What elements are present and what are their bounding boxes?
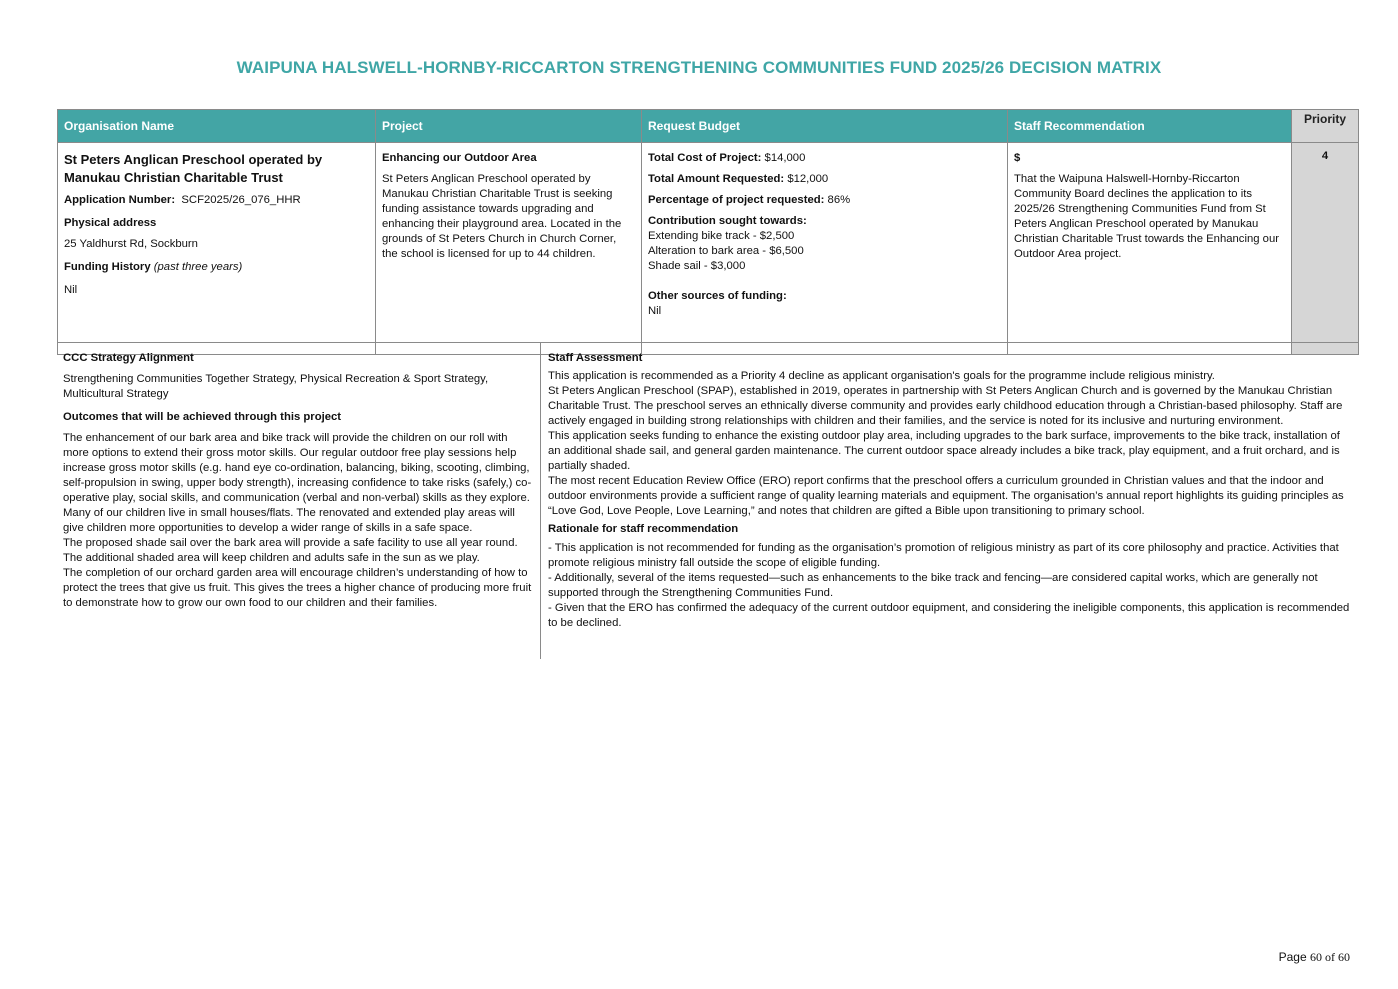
rationale-heading: Rationale for staff recommendation xyxy=(548,523,739,535)
percentage-requested-label: Percentage of project requested: xyxy=(648,194,825,206)
assessment-paragraph: This application is recommended as a Priority 4 decline as applicant organisation's goals for the programme include religious ministry. xyxy=(548,370,1215,382)
staff-recommendation-text: That the Waipuna Halswell-Hornby-Riccarton Community Board declines the application to its 2025/26 Strengthening Communities Fund from St Peters Anglican Preschool operated by Manukau Christian Charitable Trust towards the Enhancing our Outdoor Area project. xyxy=(1014,173,1279,260)
assessment-column xyxy=(542,343,1358,631)
physical-address-value: 25 Yaldhurst Rd, Sockburn xyxy=(64,238,198,250)
staff-assessment-heading: Staff Assessment xyxy=(548,352,643,364)
total-cost-label: Total Cost of Project: xyxy=(648,152,762,164)
application-number-value: SCF2025/26_076_HHR xyxy=(181,194,301,206)
other-funding-value: Nil xyxy=(648,305,662,317)
total-cost-value: $14,000 xyxy=(764,152,806,164)
assessment-section xyxy=(57,342,1358,659)
total-cost xyxy=(648,151,1001,166)
organisation-cell xyxy=(58,143,376,355)
page-number: 60 of 60 xyxy=(1310,950,1350,964)
strategy-text: Strengthening Communities Together Strategy, Physical Recreation & Sport Strategy, Multicultural Strategy xyxy=(63,373,489,400)
header-priority: Priority xyxy=(1292,110,1359,143)
staff-recommendation-cell xyxy=(1008,143,1292,355)
recommended-amount: $ xyxy=(1014,152,1021,164)
project-title: Enhancing our Outdoor Area xyxy=(382,152,537,164)
outcomes-heading: Outcomes that will be achieved through this project xyxy=(63,411,342,423)
assessment-paragraph: This application seeks funding to enhance the existing outdoor play area, including upgrades to the bark surface, improvements to the bike track, installation of an additional shade sail, and general garden maintenance. The current outdoor space already includes a bike track, play equipment, and a fruit orchard, and is partially shaded. xyxy=(548,430,1340,472)
application-number xyxy=(64,193,369,208)
header-organisation-name: Organisation Name xyxy=(58,110,376,143)
amount-requested-label: Total Amount Requested: xyxy=(648,173,785,185)
header-request-budget: Request Budget xyxy=(642,110,1008,143)
physical-address-label: Physical address xyxy=(64,217,157,229)
outcome-paragraph: The enhancement of our bark area and bike track will provide the children on our roll with more options to extend their gross motor skills. Our regular outdoor free play sessions help increase gross motor skills (e.g. hand eye co-ordination, balancing, biking, scooting, climbing, self-propulsion in swing, upper body strength), increasing confidence to take risks (safely,) co-operative play, social skills, and communication (verbal and non-verbal) skills as they explore. Many of our children live in small houses/flats. The renovated and extended play areas will give children more opportunities to develop a wider range of skills in a safe space. xyxy=(63,432,532,534)
outcome-paragraph: The proposed shade sail over the bark area will provide a safe facility to use all year round. The additional shaded area will keep children and adults safe in the sun as we play. xyxy=(63,537,518,564)
amount-requested-value: $12,000 xyxy=(787,173,829,185)
rationale-item: - This application is not recommended for funding as the organisation’s promotion of religious ministry as part of its core philosophy and practice. Activities that promote religious ministry fall outside the scope of eligible funding. xyxy=(548,542,1339,569)
header-staff-recommendation: Staff Recommendation xyxy=(1008,110,1292,143)
funding-history-note: (past three years) xyxy=(153,261,243,273)
strategy-column xyxy=(57,343,541,659)
contribution-item: Shade sail - $3,000 xyxy=(648,260,746,272)
project-cell xyxy=(376,143,642,355)
table-row xyxy=(58,143,1359,355)
project-description: St Peters Anglican Preschool operated by Manukau Christian Charitable Trust is seeking funding assistance towards upgrading and enhancing their playground area. Located in the grounds of St Peters Church in Church Corner, the school is licensed for up to 44 children. xyxy=(382,173,622,260)
rationale-item: - Additionally, several of the items requested—such as enhancements to the bike track and fencing—are considered capital works, which are generally not supported through the Strengthening Communities Fund. xyxy=(548,572,1318,599)
organisation-name: St Peters Anglican Preschool operated by Manukau Christian Charitable Trust xyxy=(64,152,323,185)
outcome-paragraph: The completion of our orchard garden area will encourage children’s understanding of how to protect the trees that give us fruit. This gives the trees a higher chance of producing more fruit to demonstrate how to grow our own food to our children and their families. xyxy=(63,567,532,609)
page-footer xyxy=(1279,950,1350,965)
rationale-item: - Given that the ERO has confirmed the adequacy of the current outdoor equipment, and considering the ineligible components, this application is recommended to be declined. xyxy=(548,602,1350,629)
amount-requested xyxy=(648,172,1001,187)
budget-cell xyxy=(642,143,1008,355)
funding-history-label: Funding History xyxy=(64,261,151,273)
table-header-row xyxy=(58,110,1359,143)
contribution-item: Alteration to bark area - $6,500 xyxy=(648,245,804,257)
contribution-label: Contribution sought towards: xyxy=(648,215,807,227)
application-number-label: Application Number: xyxy=(64,194,176,206)
document-title: WAIPUNA HALSWELL-HORNBY-RICCARTON STRENGTHENING COMMUNITIES FUND 2025/26 DECISION MATRIX xyxy=(236,58,1162,77)
decision-matrix-table xyxy=(57,109,1359,355)
contribution-item: Extending bike track - $2,500 xyxy=(648,230,795,242)
strategy-heading: CCC Strategy Alignment xyxy=(63,352,194,364)
priority-value: 4 xyxy=(1292,143,1359,355)
funding-history xyxy=(64,260,369,275)
page-label: Page xyxy=(1278,950,1307,964)
header-project: Project xyxy=(376,110,642,143)
assessment-paragraph: St Peters Anglican Preschool (SPAP), established in 2019, operates in partnership with St Peters Anglican Church and is governed by the Manukau Christian Charitable Trust. The preschool serves an ethnically diverse community and provides early childhood education through a Christian-based philosophy. Staff are actively engaged in building strong relationships with children and their families, and the service is noted for its inclusive and nurturing environment. xyxy=(548,385,1343,427)
percentage-requested xyxy=(648,193,1001,208)
other-funding-label: Other sources of funding: xyxy=(648,290,787,302)
funding-history-value: Nil xyxy=(64,284,78,296)
percentage-requested-value: 86% xyxy=(827,194,851,206)
assessment-paragraph: The most recent Education Review Office (ERO) report confirms that the preschool offers a curriculum grounded in Christian values and that the indoor and outdoor environments provide a sufficient range of quality learning materials and equipment. The organisation’s annual report highlights its guiding principles as “Love God, Love People, Love Learning,” and notes that children are gifted a Bible upon transitioning to primary school. xyxy=(548,475,1344,517)
